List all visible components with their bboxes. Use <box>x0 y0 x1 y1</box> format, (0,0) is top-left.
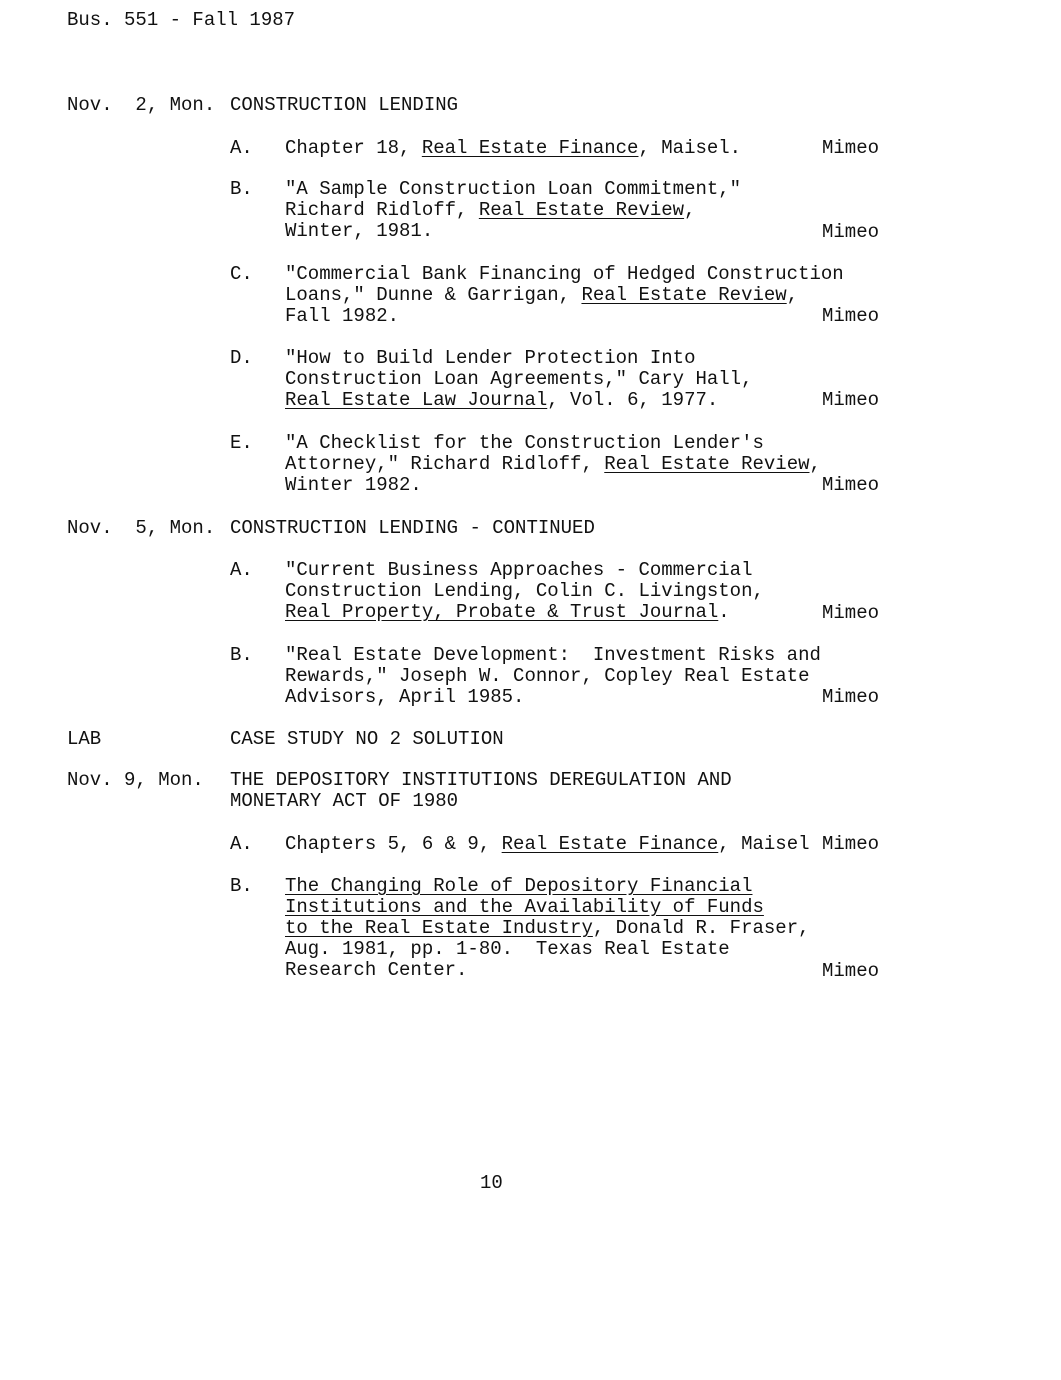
session-date: Nov. 9, Mon. <box>67 769 204 791</box>
reading-source: Mimeo <box>822 960 880 982</box>
item-letter: E. <box>230 432 253 454</box>
session-date: Nov. 5, Mon. <box>67 517 216 539</box>
page-number: 10 <box>480 1172 503 1194</box>
reading-source: Mimeo <box>822 833 880 855</box>
publication-title: Real Estate Review <box>604 453 810 475</box>
publication-title: Real Estate Finance <box>421 137 639 159</box>
reading-line: "A Sample Construction Loan Commitment," <box>285 178 742 200</box>
item-letter: B. <box>230 178 253 200</box>
item-letter: A. <box>230 559 253 581</box>
reading-line: "How to Build Lender Protection Into <box>285 347 696 369</box>
reading-line: Attorney," Richard Ridloff, Real Estate Review, <box>285 453 821 475</box>
reading-line: Construction Lending, Colin C. Livingston, <box>285 580 764 602</box>
reading-line: Chapter 18, Real Estate Finance, Maisel. <box>285 137 742 159</box>
reading-line <box>285 897 764 918</box>
reading-line: Research Center. <box>285 959 468 981</box>
publication-title: Real Property, Probate & Trust Journal <box>285 601 719 623</box>
publication-title: to the Real Estate Industry <box>285 917 593 939</box>
session-title: MONETARY ACT OF 1980 <box>230 790 459 812</box>
item-letter: A. <box>230 137 253 159</box>
item-letter: A. <box>230 833 253 855</box>
reading-line: Chapters 5, 6 & 9, Real Estate Finance, Maisel <box>285 833 810 855</box>
document-header: Bus. 551 - Fall 1987 <box>67 9 296 31</box>
reading-line: Aug. 1981, pp. 1-80. Texas Real Estate <box>285 938 730 960</box>
reading-source: Mimeo <box>822 389 880 411</box>
publication-title: Real Estate Review <box>581 284 787 306</box>
reading-source: Mimeo <box>822 221 880 243</box>
item-letter: B. <box>230 875 253 897</box>
item-letter: D. <box>230 347 253 369</box>
reading-line: "Real Estate Development: Investment Risks and <box>285 644 821 666</box>
item-letter: C. <box>230 263 253 285</box>
reading-source: Mimeo <box>822 686 880 708</box>
reading-source: Mimeo <box>822 474 880 496</box>
reading-source: Mimeo <box>822 602 880 624</box>
reading-line: "A Checklist for the Construction Lender's <box>285 432 764 454</box>
publication-title: Real Estate Review <box>478 199 685 221</box>
session-title: CONSTRUCTION LENDING - CONTINUED <box>230 517 595 539</box>
session-title: CONSTRUCTION LENDING <box>230 94 459 116</box>
reading-line: Real Property, Probate & Trust Journal. <box>285 601 730 623</box>
reading-line: Construction Loan Agreements," Cary Hall, <box>285 368 753 390</box>
session-title: CASE STUDY NO 2 SOLUTION <box>230 728 504 750</box>
item-letter: B. <box>230 644 253 666</box>
reading-line: "Commercial Bank Financing of Hedged Construction <box>285 263 844 285</box>
reading-line <box>285 876 752 897</box>
reading-line: Richard Ridloff, Real Estate Review, <box>285 199 696 221</box>
reading-source: Mimeo <box>822 137 880 159</box>
publication-title: The Changing Role of Depository Financial <box>285 875 753 897</box>
publication-title: Real Estate Law Journal <box>285 389 548 411</box>
reading-line: Loans," Dunne & Garrigan, Real Estate Review, <box>285 284 799 306</box>
session-date: Nov. 2, Mon. <box>67 94 216 116</box>
reading-source: Mimeo <box>822 305 880 327</box>
session-label: LAB <box>67 728 102 750</box>
reading-line: Winter, 1981. <box>285 220 434 242</box>
reading-line: Fall 1982. <box>285 305 400 327</box>
reading-line: Advisors, April 1985. <box>285 686 525 708</box>
reading-line: to the Real Estate Industry, Donald R. Fraser, <box>285 917 810 939</box>
reading-line: "Current Business Approaches - Commercial <box>285 559 753 581</box>
reading-line: Real Estate Law Journal, Vol. 6, 1977. <box>285 389 719 411</box>
publication-title: Real Estate Finance <box>501 833 719 855</box>
session-title: THE DEPOSITORY INSTITUTIONS DEREGULATION AND <box>230 769 732 791</box>
reading-line: Rewards," Joseph W. Connor, Copley Real Estate <box>285 665 810 687</box>
publication-title: Institutions and the Availability of Funds <box>285 896 764 918</box>
reading-line: Winter 1982. <box>285 474 422 496</box>
